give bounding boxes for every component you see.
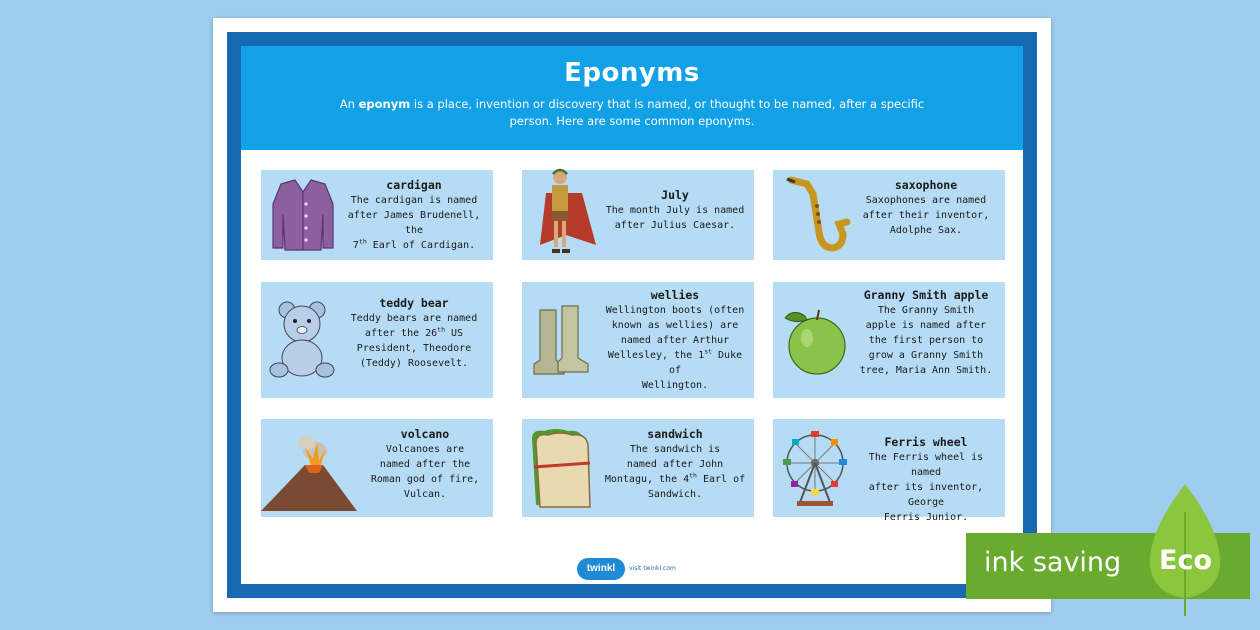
card-line: known as wellies) are — [611, 320, 739, 331]
card-volcano-text — [361, 427, 489, 502]
green-apple-icon — [777, 298, 853, 380]
card-wellies-text — [600, 288, 750, 393]
card-line: The Ferris wheel is named — [868, 452, 984, 478]
card-cardigan — [261, 170, 493, 260]
card-title: cardigan — [386, 178, 442, 192]
volcano-icon — [261, 429, 357, 511]
card-line — [339, 238, 489, 253]
card-line: grow a Granny Smith — [868, 350, 984, 361]
card-july-text — [600, 188, 750, 233]
card-line: Volcanoes are — [385, 444, 465, 455]
card-saxophone-text — [851, 178, 1001, 238]
sandwich-icon — [526, 427, 602, 509]
cardigan-icon — [265, 174, 341, 256]
intro-start: An — [339, 97, 359, 111]
card-wellies — [522, 282, 754, 398]
card-line: Wellington. — [641, 380, 709, 391]
card-line: named after the — [379, 459, 471, 470]
card-line: after James Brudenell, the — [347, 210, 481, 236]
card-saxophone — [773, 170, 1005, 260]
ordinal-suffix: th — [358, 237, 367, 246]
card-line — [600, 472, 750, 487]
card-line: named after Arthur — [620, 335, 730, 346]
card-line-part: Wellesley, the 1 — [607, 350, 705, 361]
eco-word: Eco — [1159, 545, 1212, 576]
card-granny-smith-text — [851, 288, 1001, 378]
intro-end: is a place, invention or discovery that is named, or thought to be named, after a specific person. Here are some common eponyms. — [410, 97, 925, 128]
card-sandwich — [522, 419, 754, 517]
saxophone-icon — [777, 174, 853, 256]
card-line: Roman god of fire, — [370, 474, 480, 485]
card-title: Ferris wheel — [884, 435, 968, 449]
card-title: teddy bear — [379, 296, 449, 310]
ordinal-suffix: th — [689, 471, 697, 480]
card-line: The month July is named — [605, 205, 745, 216]
ordinal-suffix: th — [437, 325, 445, 334]
card-line: after its inventor, George — [868, 482, 984, 508]
card-title: Granny Smith apple — [863, 288, 989, 302]
card-title: July — [661, 188, 689, 202]
card-cardigan-text — [339, 178, 489, 253]
ferris-wheel-icon — [777, 427, 853, 509]
poster-inner — [241, 46, 1023, 584]
card-title: wellies — [650, 288, 700, 302]
card-line: after Julius Caesar. — [614, 220, 736, 231]
card-line-part: after the 26 — [364, 328, 438, 339]
card-ferris-wheel-text — [851, 435, 1001, 525]
card-line: Vulcan. — [403, 489, 447, 500]
card-july — [522, 170, 754, 260]
card-line: tree, Maria Ann Smith. — [859, 365, 993, 376]
card-sandwich-text — [600, 427, 750, 502]
card-line: the first person to — [868, 335, 984, 346]
twinkl-logo[interactable] — [577, 558, 687, 580]
card-line-part: Montagu, the 4 — [604, 474, 690, 485]
card-line: named after John — [626, 459, 724, 470]
card-line: The sandwich is — [629, 444, 721, 455]
card-line: Ferris Junior. — [883, 512, 969, 523]
card-line-part: 7 — [352, 240, 359, 251]
card-line: The Granny Smith — [877, 305, 975, 316]
card-line-part: US — [445, 328, 464, 339]
card-line: Wellington boots (often — [605, 305, 745, 316]
card-granny-smith-apple — [773, 282, 1005, 398]
card-volcano — [261, 419, 493, 517]
card-line-part: Earl of — [696, 474, 746, 485]
wellington-boots-icon — [526, 298, 602, 380]
card-line-part: Earl of Cardigan. — [366, 240, 476, 251]
poster-frame — [227, 32, 1037, 598]
card-line: Adolphe Sax. — [889, 225, 963, 236]
card-line — [339, 326, 489, 341]
card-line: The cardigan is named — [350, 195, 478, 206]
title-banner — [241, 46, 1023, 150]
card-line: (Teddy) Roosevelt. — [359, 358, 469, 369]
intro-text — [241, 96, 1023, 130]
card-title: saxophone — [894, 178, 958, 192]
card-teddy-bear — [261, 282, 493, 398]
card-line — [600, 348, 750, 378]
twinkl-url: visit twinkl.com — [629, 565, 676, 572]
ordinal-suffix: st — [704, 347, 713, 356]
card-title: sandwich — [647, 427, 703, 441]
ink-saving-label: ink saving — [984, 547, 1122, 578]
page-title: Eponyms — [564, 58, 700, 88]
card-teddy-bear-text — [339, 296, 489, 371]
card-line: Teddy bears are named — [350, 313, 478, 324]
card-line: after their inventor, — [862, 210, 990, 221]
card-line: Sandwich. — [647, 489, 703, 500]
teddy-bear-icon — [265, 298, 341, 380]
card-line: apple is named after — [865, 320, 987, 331]
intro-keyword: eponym — [358, 97, 411, 111]
card-line: President, Theodore — [356, 343, 472, 354]
card-title: volcano — [400, 427, 450, 441]
poster-sheet — [213, 18, 1051, 612]
card-ferris-wheel — [773, 419, 1005, 523]
card-line-part: Duke of — [668, 350, 743, 376]
card-line: Saxophones are named — [865, 195, 987, 206]
twinkl-logo-badge: twinkl — [577, 558, 625, 580]
julius-caesar-icon — [526, 152, 602, 256]
